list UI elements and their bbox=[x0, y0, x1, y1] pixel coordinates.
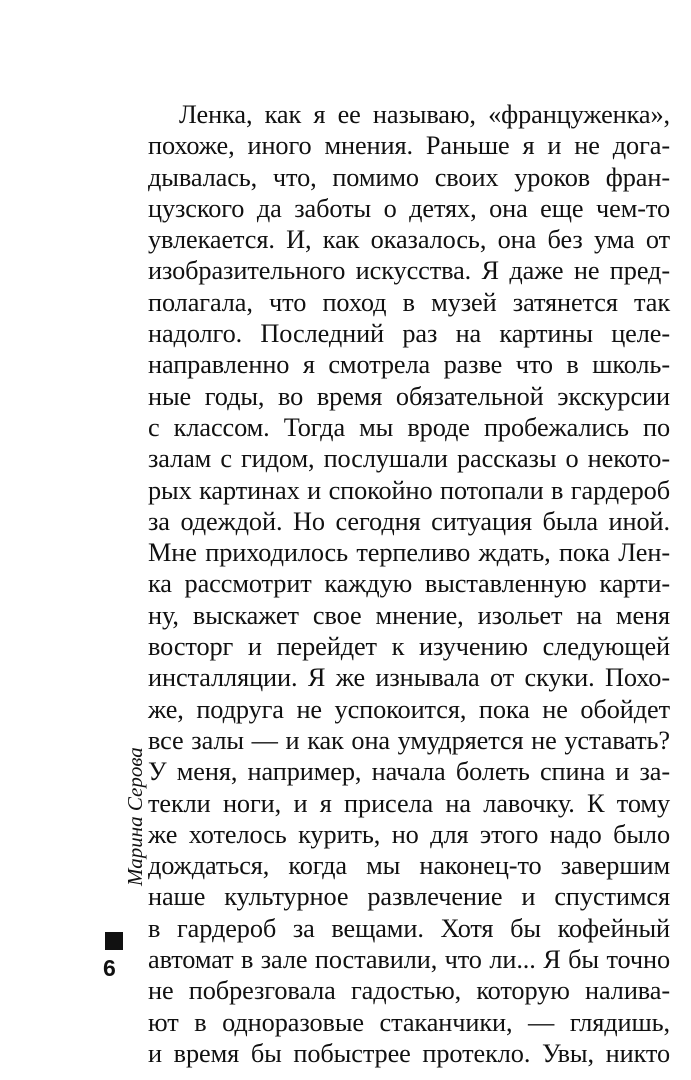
text-line: и время бы побыстрее протекло. Увы, никто bbox=[148, 1038, 670, 1068]
text-line: направленно я смотрела разве что в школь- bbox=[148, 350, 670, 380]
text-line: полагала, что поход в музей затянется так bbox=[148, 287, 670, 317]
text-line: рых картинах и спокойно потопали в гардероб bbox=[148, 475, 670, 505]
text-line: Мне приходилось терпеливо ждать, пока Лен- bbox=[148, 538, 670, 568]
text-line: увлекается. И, как оказалось, она без ума от bbox=[148, 225, 670, 255]
text-line: дождаться, когда мы наконец-то завершим bbox=[148, 851, 670, 881]
text-line: ну, выскажет свое мнение, изольет на меня bbox=[148, 600, 670, 630]
text-line: не побрезговала гадостью, которую налива- bbox=[148, 976, 670, 1006]
text-line: похоже, иного мнения. Раньше я и не дога- bbox=[148, 131, 670, 161]
text-line: же хотелось курить, но для этого надо было bbox=[148, 819, 670, 849]
text-line: же, подруга не успокоится, пока не обойдет bbox=[148, 694, 670, 724]
text-line: текли ноги, и я присела на лавочку. К тому bbox=[148, 788, 670, 818]
text-line: цузского да заботы о детях, она еще чем-то bbox=[148, 193, 670, 223]
text-line: восторг и перейдет к изучению следующей bbox=[148, 632, 670, 662]
text-line: автомат в зале поставили, что ли... Я бы точно bbox=[148, 945, 670, 975]
text-line: все залы — и как она умудряется не уставать? bbox=[148, 725, 670, 755]
text-line: залам с гидом, послушали рассказы о некото- bbox=[148, 444, 670, 474]
text-line: У меня, например, начала болеть спина и за- bbox=[148, 757, 670, 787]
text-line: ют в одноразовые стаканчики, — глядишь, bbox=[148, 1007, 670, 1037]
text-line: Ленка, как я ее называю, «француженка», bbox=[179, 100, 670, 129]
body-text bbox=[148, 99, 670, 1069]
text-line: инсталляции. Я же изнывала от скуки. Похо- bbox=[148, 663, 670, 693]
text-line: ные годы, во время обязательной экскурсии bbox=[148, 381, 670, 411]
text-line: изобразительного искусства. Я даже не пред- bbox=[148, 256, 670, 286]
text-line: с классом. Тогда мы вроде пробежались по bbox=[148, 412, 670, 442]
page-number: 6 bbox=[103, 955, 116, 981]
text-line: за одеждой. Но сегодня ситуация была иной. bbox=[148, 506, 670, 536]
text-line: наше культурное развлечение и спустимся bbox=[148, 882, 670, 912]
text-line: надолго. Последний раз на картины целе- bbox=[148, 319, 670, 349]
page-marker-square bbox=[105, 932, 123, 950]
running-head-author: Марина Серова bbox=[123, 747, 147, 886]
text-line: дывалась, что, помимо своих уроков фран- bbox=[148, 162, 670, 192]
text-line: в гардероб за вещами. Хотя бы кофейный bbox=[148, 913, 670, 943]
text-line: ка рассмотрит каждую выставленную карти- bbox=[148, 569, 670, 599]
